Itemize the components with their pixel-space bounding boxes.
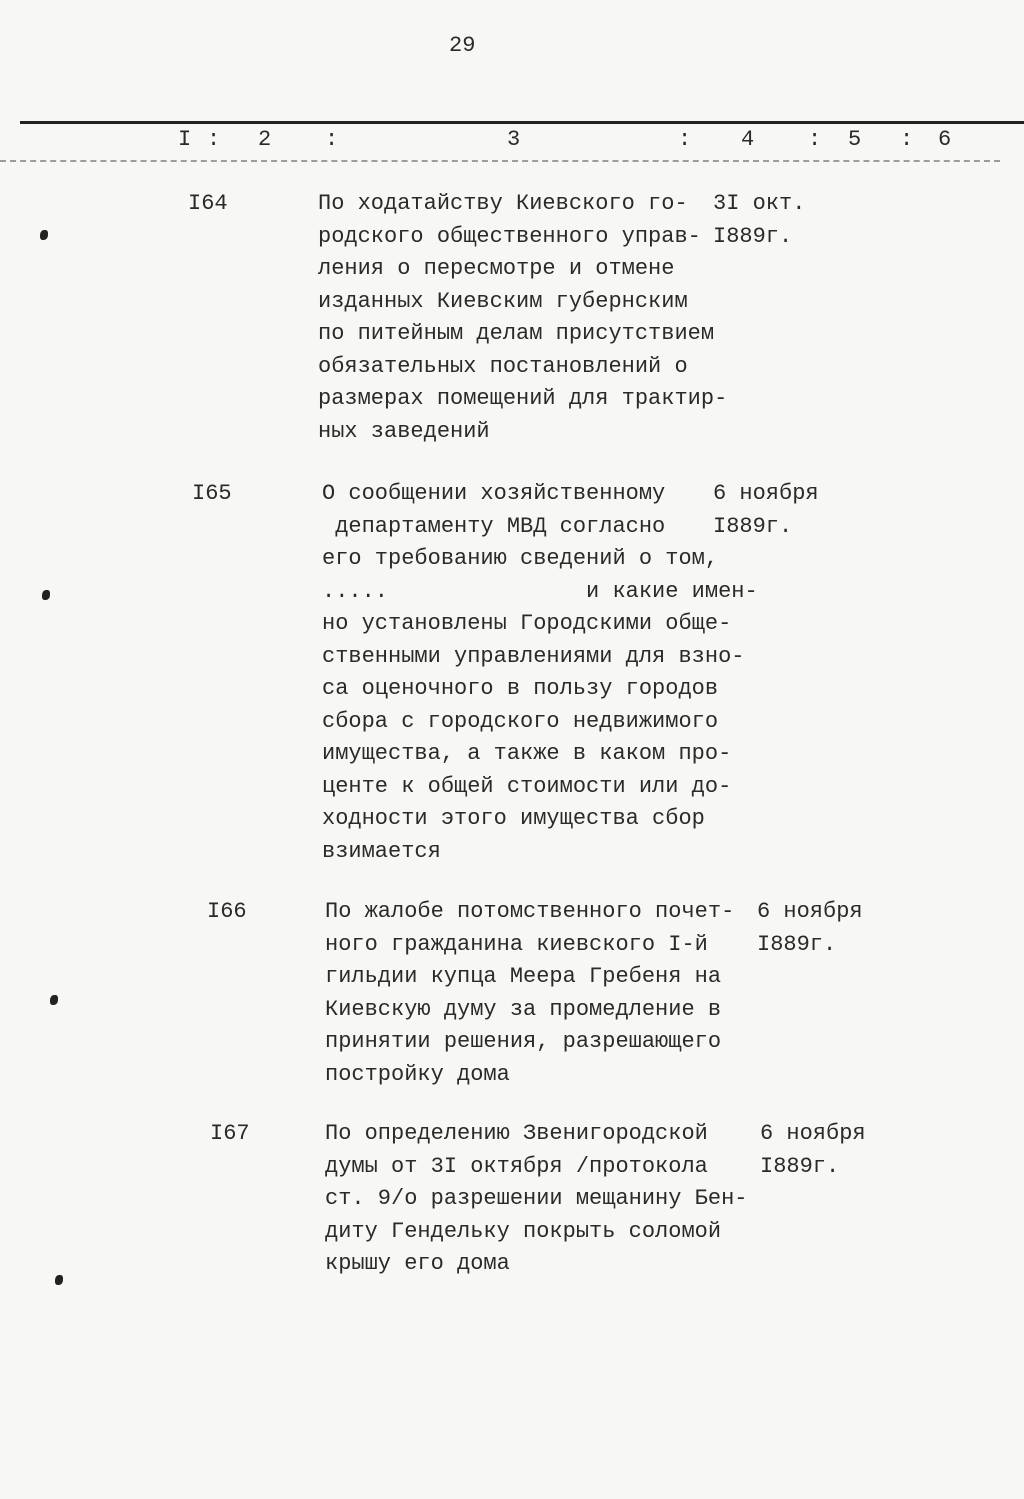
header-divider bbox=[0, 160, 1000, 162]
entry-text-line: крышу его дома bbox=[325, 1251, 510, 1276]
entry-date: 6 ноября bbox=[713, 481, 819, 506]
entry-text-line: ных заведений bbox=[318, 418, 490, 444]
entry-text-line: Киевскую думу за промедление в bbox=[325, 996, 722, 1022]
entry-text-line: ходности этого имущества сбор bbox=[322, 806, 705, 831]
entry-date: I889г. bbox=[760, 1153, 840, 1179]
page-number: 29 bbox=[449, 33, 476, 58]
entry-text-line: постройку дома bbox=[325, 1061, 510, 1087]
entry-text-line: ления о пересмотре и отмене bbox=[318, 256, 675, 281]
entry-text-line: ственными управлениями для взно- bbox=[322, 643, 745, 669]
entry-number: I65 bbox=[192, 481, 232, 506]
entry-text-line: сбора с городского недвижимого bbox=[322, 708, 719, 734]
column-separator: : bbox=[325, 127, 339, 152]
entry-text-line: гильдии купца Меера Гребеня на bbox=[325, 964, 722, 989]
header-rule bbox=[20, 121, 1024, 124]
entry-text-line: О сообщении хозяйственному bbox=[322, 481, 666, 506]
entry-text-line: взимается bbox=[322, 838, 441, 864]
entry-text-line: принятии решения, разрешающего bbox=[325, 1029, 722, 1054]
entry-text-line: имущества, а также в каком про- bbox=[322, 741, 732, 766]
entry-date: I889г. bbox=[713, 513, 793, 539]
column-header-4: 4 bbox=[741, 127, 755, 152]
entry-text-line: центе к общей стоимости или до- bbox=[322, 773, 732, 799]
entry-text-line: ст. 9/о разрешении мещанину Бен- bbox=[325, 1186, 748, 1211]
entry-text-line: родского общественного управ- bbox=[318, 223, 701, 249]
column-header-3: 3 bbox=[507, 127, 521, 152]
punch-hole-mark bbox=[40, 230, 48, 240]
entry-date: 3I окт. bbox=[713, 191, 806, 216]
entry-number: I64 bbox=[188, 191, 228, 216]
entry-date: 6 ноября bbox=[757, 899, 863, 924]
entry-text-line: обязательных постановлений о bbox=[318, 353, 688, 379]
entry-number: I67 bbox=[210, 1121, 250, 1146]
entry-text-line: ного гражданина киевского I-й bbox=[325, 931, 708, 957]
entry-text-line: диту Гендельку покрыть соломой bbox=[325, 1218, 722, 1244]
entry-text-line: ..... и какие имен- bbox=[322, 578, 758, 604]
punch-hole-mark bbox=[42, 590, 50, 600]
column-header-5: 5 bbox=[848, 127, 862, 152]
entry-text-line: изданных Киевским губернским bbox=[318, 288, 688, 314]
column-separator: : bbox=[900, 127, 914, 152]
column-separator: : bbox=[678, 127, 692, 152]
column-header-2: 2 bbox=[258, 127, 272, 152]
entry-text-line: са оценочного в пользу городов bbox=[322, 676, 719, 701]
column-separator: : bbox=[808, 127, 822, 152]
entry-text-line: По ходатайству Киевского го- bbox=[318, 191, 688, 216]
entry-text-line: размерах помещений для трактир- bbox=[318, 386, 728, 411]
entry-date: I889г. bbox=[757, 931, 837, 957]
entry-number: I66 bbox=[207, 899, 247, 924]
entry-text-line: департаменту МВД согласно bbox=[322, 513, 666, 539]
entry-text-line: По определению Звенигородской bbox=[325, 1121, 708, 1146]
entry-text-line: но установлены Городскими обще- bbox=[322, 611, 732, 636]
entry-text-line: его требованию сведений о том, bbox=[322, 546, 719, 571]
column-header-6: 6 bbox=[938, 127, 952, 152]
punch-hole-mark bbox=[50, 995, 58, 1005]
column-header-1: I bbox=[178, 127, 192, 152]
entry-text-line: По жалобе потомственного почет- bbox=[325, 899, 735, 924]
punch-hole-mark bbox=[55, 1275, 63, 1285]
entry-date: I889г. bbox=[713, 223, 793, 249]
entry-text-line: думы от 3I октября /протокола bbox=[325, 1153, 708, 1179]
entry-date: 6 ноября bbox=[760, 1121, 866, 1146]
column-separator: : bbox=[207, 127, 221, 152]
entry-text-line: по питейным делам присутствием bbox=[318, 321, 715, 346]
